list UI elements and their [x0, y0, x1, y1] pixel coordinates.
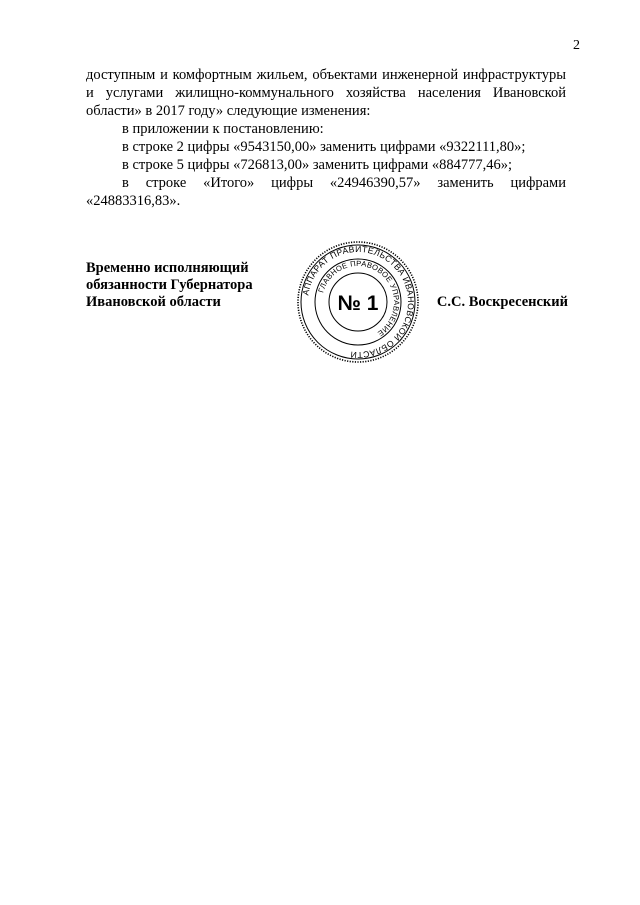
paragraph-total: в строке «Итого» цифры «24946390,57» заменить цифрами «24883316,83».	[86, 175, 566, 209]
seal-outer-text: АППАРАТ ПРАВИТЕЛЬСТВА ИВАНОВСКОЙ ОБЛАСТИ	[300, 243, 417, 361]
signatory-title-line: Ивановской области	[86, 294, 221, 310]
paragraph-appendix: в приложении к постановлению:	[122, 121, 324, 137]
document-body	[86, 66, 566, 210]
paragraph-intro: доступным и комфортным жильем, объектами инженерной инфраструктуры и услугами жилищно-коммунального хозяйства населения Ивановской области» в 2017 году» следующие изменения:	[86, 67, 566, 119]
signatory-name: С.С. Воскресенский	[436, 294, 568, 310]
seal-inner-text: ГЛАВНОЕ ПРАВОВОЕ УПРАВЛЕНИЕ	[316, 258, 402, 339]
paragraph-row-2: в строке 2 цифры «9543150,00» заменить цифрами «9322111,80»;	[122, 139, 526, 155]
paragraph-row-5: в строке 5 цифры «726813,00» заменить цифрами «884777,46»;	[122, 157, 513, 173]
signature-block	[86, 240, 568, 360]
signatory-title-line: обязанности Губернатора	[86, 277, 253, 293]
page-number: 2	[573, 38, 580, 53]
seal-number: № 1	[337, 292, 379, 315]
official-seal	[296, 240, 420, 364]
signatory-title-line: Временно исполняющий	[86, 260, 249, 276]
signatory-title	[86, 260, 253, 311]
